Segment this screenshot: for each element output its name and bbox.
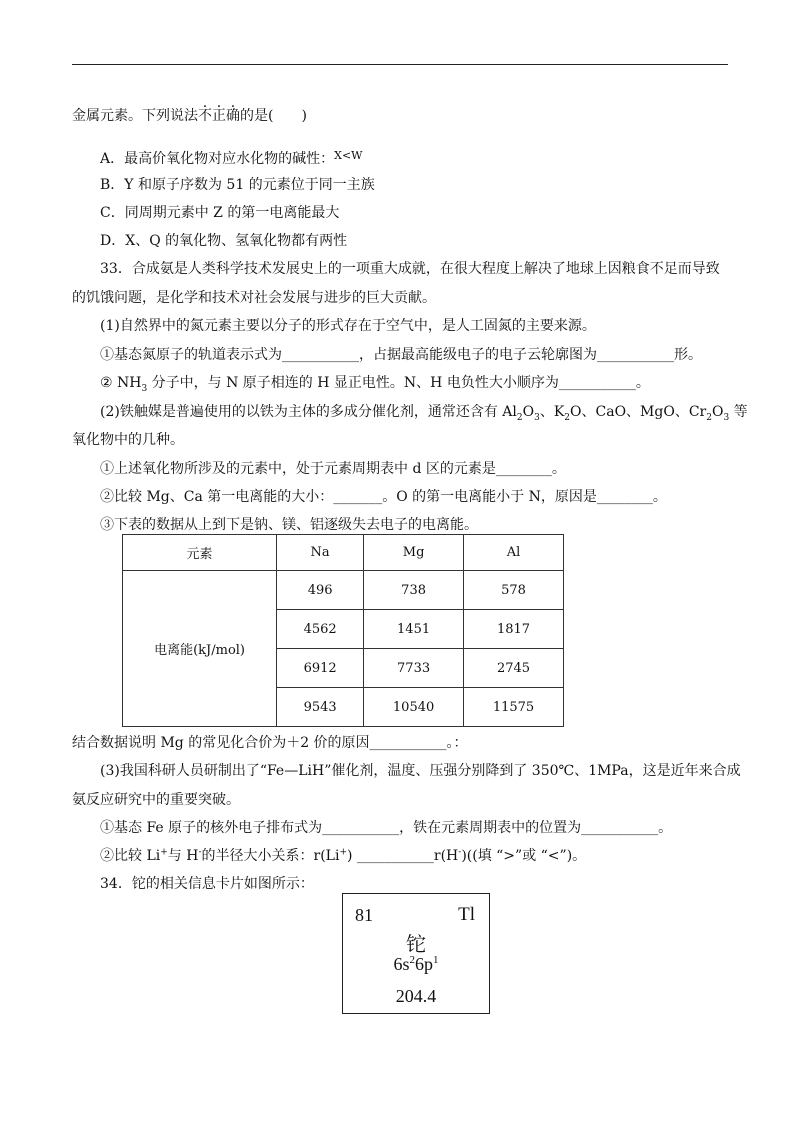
table-cell: 1451 [364,610,464,649]
emphasis-char: 不 [198,108,212,124]
table-header-cell: 元素 [123,535,277,571]
q33-part2-line2: 氧化物中的几种。 [72,432,184,448]
q33-part1: (1)自然界中的氮元素主要以分子的形式存在于空气中，是人工固氮的主要来源。 [100,318,596,334]
subscript: 2 [706,412,712,423]
table-cell: 496 [277,571,364,610]
table-header-cell: Al [464,535,564,571]
q33-part2-q1: ①上述氧化物所涉及的元素中，处于元素周期表中 d 区的元素是________。 [100,461,566,477]
superscript: + [160,847,168,858]
subscript: 3 [141,383,148,394]
text: O [711,404,724,420]
table-cell: 1817 [464,610,564,649]
q33-intro-line1: 33．合成氨是人类科学技术发展史上的一项重大成就，在很大程度上解决了地球上因粮食不足而导致 [100,261,720,277]
q33-part2-line1 [100,402,748,422]
superscript: - [458,847,462,858]
text: O、CaO、MgO、Cr [570,404,707,420]
q32-stem-text: 金属元素。下列说法 [72,108,198,124]
q32-stem-end: 的是( ) [240,108,307,124]
subscript: 3 [723,412,730,423]
table-cell: 7733 [364,649,464,688]
text: ②比较 Li [100,848,161,864]
q33-part3-q1: ①基态 Fe 原子的核外电子排布式为___________，铁在元素周期表中的位置为___________。 [100,820,673,836]
table-header-cell: Na [277,535,364,571]
q33-after-table: 结合数据说明 Mg 的常见化合价为＋2 价的原因___________。： [72,735,468,751]
text: )((填 “>”或 “<”)。 [461,848,587,864]
config-superscript: 1 [433,954,439,966]
table-header-row [123,535,564,571]
table-header-cell: Mg [364,535,464,571]
emphasis-char: 确 [226,108,240,124]
option-a-text: A．最高价氧化物对应水化物的碱性： [100,151,335,167]
text: 等 [729,404,748,420]
atomic-mass: 204.4 [395,986,437,1006]
text: O [522,404,535,420]
superscript: + [339,847,347,858]
atomic-number: 81 [355,905,373,925]
header-rule [72,64,728,65]
text: ) ___________r(H [346,848,459,864]
text: (2)铁触媒是普遍使用的以铁为主体的多成分催化剂，通常还含有 Al [100,404,517,420]
subscript: 2 [564,412,571,423]
emphasis-char: 正 [212,108,226,124]
config-part: 6p [415,954,433,974]
text: 、K [539,404,565,420]
table-cell: 6912 [277,649,364,688]
text: 的半径大小关系：r(Li [201,848,340,864]
table-cell: 9543 [277,688,364,727]
q33-part3-q2 [100,846,586,866]
q33-intro-line2: 的饥饿问题，是化学和技术对社会发展与进步的巨大贡献。 [72,290,436,306]
table-cell: 2745 [464,649,564,688]
ionization-energy-table [122,534,564,727]
q32-option-a [100,146,362,166]
superscript: - [198,847,202,858]
config-part: 6s [393,954,410,974]
element-card [342,893,490,1014]
q33-part2-q2: ②比较 Mg、Ca 第一电离能的大小：_______。O 的第一电离能小于 N，原因是________。 [100,489,667,505]
table-cell: 10540 [364,688,464,727]
text: ② NH [100,375,142,391]
q33-part2-q3: ③下表的数据从上到下是钠、镁、铝逐级失去电子的电离能。 [100,517,478,533]
subscript: 3 [534,412,540,423]
q32-option-c: C．同周期元素中 Z 的第一电离能最大 [100,205,340,221]
q32-option-b: B．Y 和原子序数为 51 的元素位于同一主族 [100,177,375,193]
q34-stem: 34．铊的相关信息卡片如图所示： [100,876,314,892]
electron-configuration [343,954,489,975]
config-superscript: 2 [409,954,415,966]
table-cell: 578 [464,571,564,610]
q33-part3-line1: (3)我国科研人员研制出了“Fe—LiH”催化剂，温度、压强分别降到了 350℃、1MPa，这是近年来合成 [100,763,741,779]
text: 分子中，与 N 原子相连的 H 显正电性。N、H 电负性大小顺序为___________。 [147,375,650,391]
table-row-label: 电离能(kJ/mol) [123,571,277,727]
text: 与 H [167,848,199,864]
table-cell: 738 [364,571,464,610]
q33-part3-line2: 氨反应研究中的重要突破。 [72,792,240,808]
q32-option-d: D．X、Q 的氧化物、氢氧化物都有两性 [100,233,348,249]
element-symbol: Tl [458,904,475,925]
subscript: 2 [516,412,523,423]
element-name: 铊 [406,932,426,956]
option-a-formula: X<W [334,149,363,162]
table-cell: 4562 [277,610,364,649]
table-row [123,571,564,610]
q32-stem [72,106,307,126]
table-cell: 11575 [464,688,564,727]
q33-part1-q2 [100,373,650,393]
q33-part1-q1: ①基态氮原子的轨道表示式为___________，占据最高能级电子的电子云轮廓图为___________形。 [100,347,702,363]
